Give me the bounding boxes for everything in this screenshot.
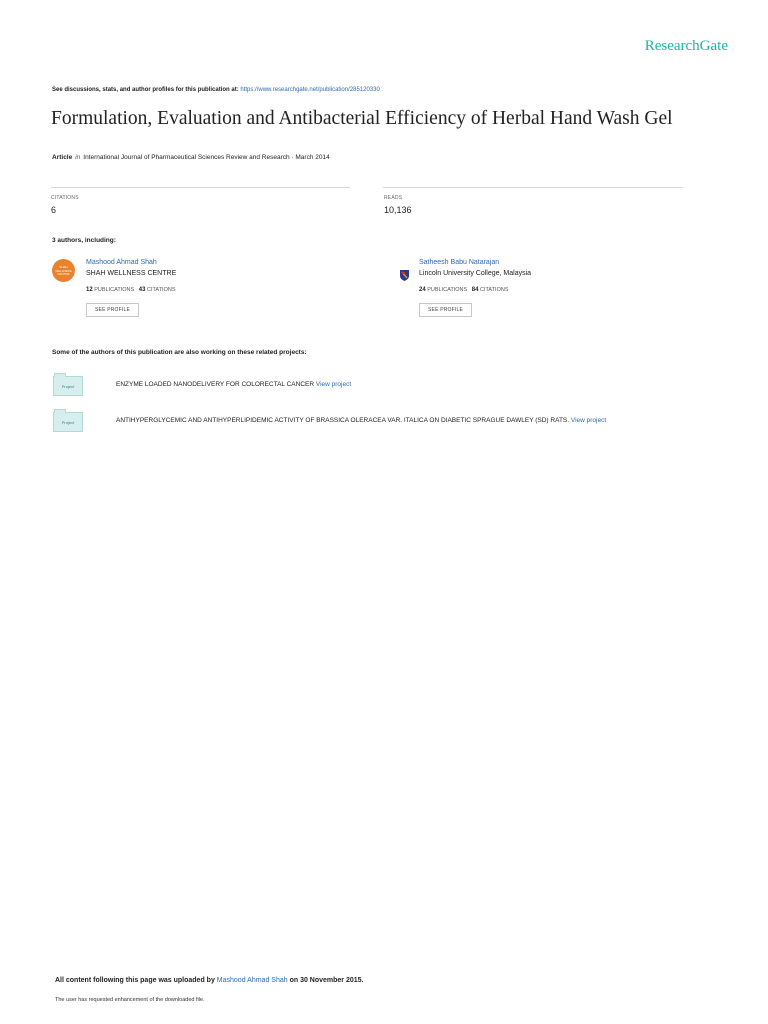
publication-url-link[interactable]: https://www.researchgate.net/publication/285120330 xyxy=(240,87,380,93)
authors-heading: 3 authors, including: xyxy=(52,237,116,244)
project-icon-label: Project xyxy=(61,419,75,425)
citations-value: 6 xyxy=(51,205,57,215)
discussion-text: See discussions, stats, and author profiles for this publication at: xyxy=(52,87,241,93)
upload-prefix: All content following this page was uploaded by xyxy=(55,977,217,984)
citations-count: 84 xyxy=(471,287,479,293)
article-type: Article xyxy=(52,154,73,161)
project-title: ANTIHYPERGLYCEMIC AND ANTIHYPERLIPIDEMIC ACTIVITY OF BRASSICA OLERACEA VAR. ITALICA ON DIABETIC SPRAGUE DAWLEY (SD) RATS. xyxy=(116,417,571,424)
reads-label: READS xyxy=(384,195,403,201)
university-crest-icon xyxy=(400,270,409,281)
citations-count: 43 xyxy=(138,287,146,293)
uploader-link[interactable]: Mashood Ahmad Shah xyxy=(216,977,288,984)
avatar[interactable] xyxy=(52,259,75,282)
divider-right xyxy=(383,187,683,188)
citations-label: CITATIONS xyxy=(146,287,176,293)
project-folder-icon xyxy=(53,412,83,432)
related-projects-heading: Some of the authors of this publication are also working on these related projects: xyxy=(52,349,307,356)
publications-count: 12 xyxy=(86,287,93,293)
view-project-link[interactable]: View project xyxy=(315,381,352,388)
publications-label: PUBLICATIONS xyxy=(94,287,135,293)
avatar-logo-text: SHAH WELLNESS CENTRE xyxy=(55,265,72,276)
citations-label: CITATIONS xyxy=(479,287,509,293)
upload-suffix: on 30 November 2015. xyxy=(287,977,364,984)
author-institution: Lincoln University College, Malaysia xyxy=(419,270,532,277)
publication-meta xyxy=(52,154,330,161)
see-profile-button[interactable]: SEE PROFILE xyxy=(86,303,139,317)
author-name-link[interactable]: Mashood Ahmad Shah xyxy=(86,259,157,266)
view-project-link[interactable]: View project xyxy=(570,417,607,424)
see-profile-button[interactable]: SEE PROFILE xyxy=(419,303,472,317)
reads-value: 10,136 xyxy=(384,205,412,215)
author-institution: SHAH WELLNESS CENTRE xyxy=(86,270,177,277)
project-item xyxy=(116,381,351,388)
author-stats xyxy=(419,287,509,293)
author-stats xyxy=(86,287,176,293)
project-item xyxy=(116,417,606,424)
discussion-line xyxy=(52,87,380,93)
publications-count: 24 xyxy=(419,287,426,293)
enhancement-note: The user has requested enhancement of the downloaded file. xyxy=(55,997,205,1003)
in-label: in xyxy=(75,154,81,161)
publication-title: Formulation, Evaluation and Antibacterial Efficiency of Herbal Hand Wash Gel xyxy=(51,108,673,129)
publications-label: PUBLICATIONS xyxy=(427,287,468,293)
researchgate-logo[interactable]: ResearchGate xyxy=(644,38,728,54)
citations-label: CITATIONS xyxy=(51,195,79,201)
journal-name: International Journal of Pharmaceutical Sciences Review and Research · March 2014 xyxy=(83,154,330,161)
author-name-link[interactable]: Satheesh Babu Natarajan xyxy=(419,259,500,266)
project-folder-icon xyxy=(53,376,83,396)
project-icon-label: Project xyxy=(61,383,75,389)
upload-notice xyxy=(55,977,364,984)
divider-left xyxy=(51,187,350,188)
project-title: ENZYME LOADED NANODELIVERY FOR COLORECTAL CANCER xyxy=(116,381,316,388)
